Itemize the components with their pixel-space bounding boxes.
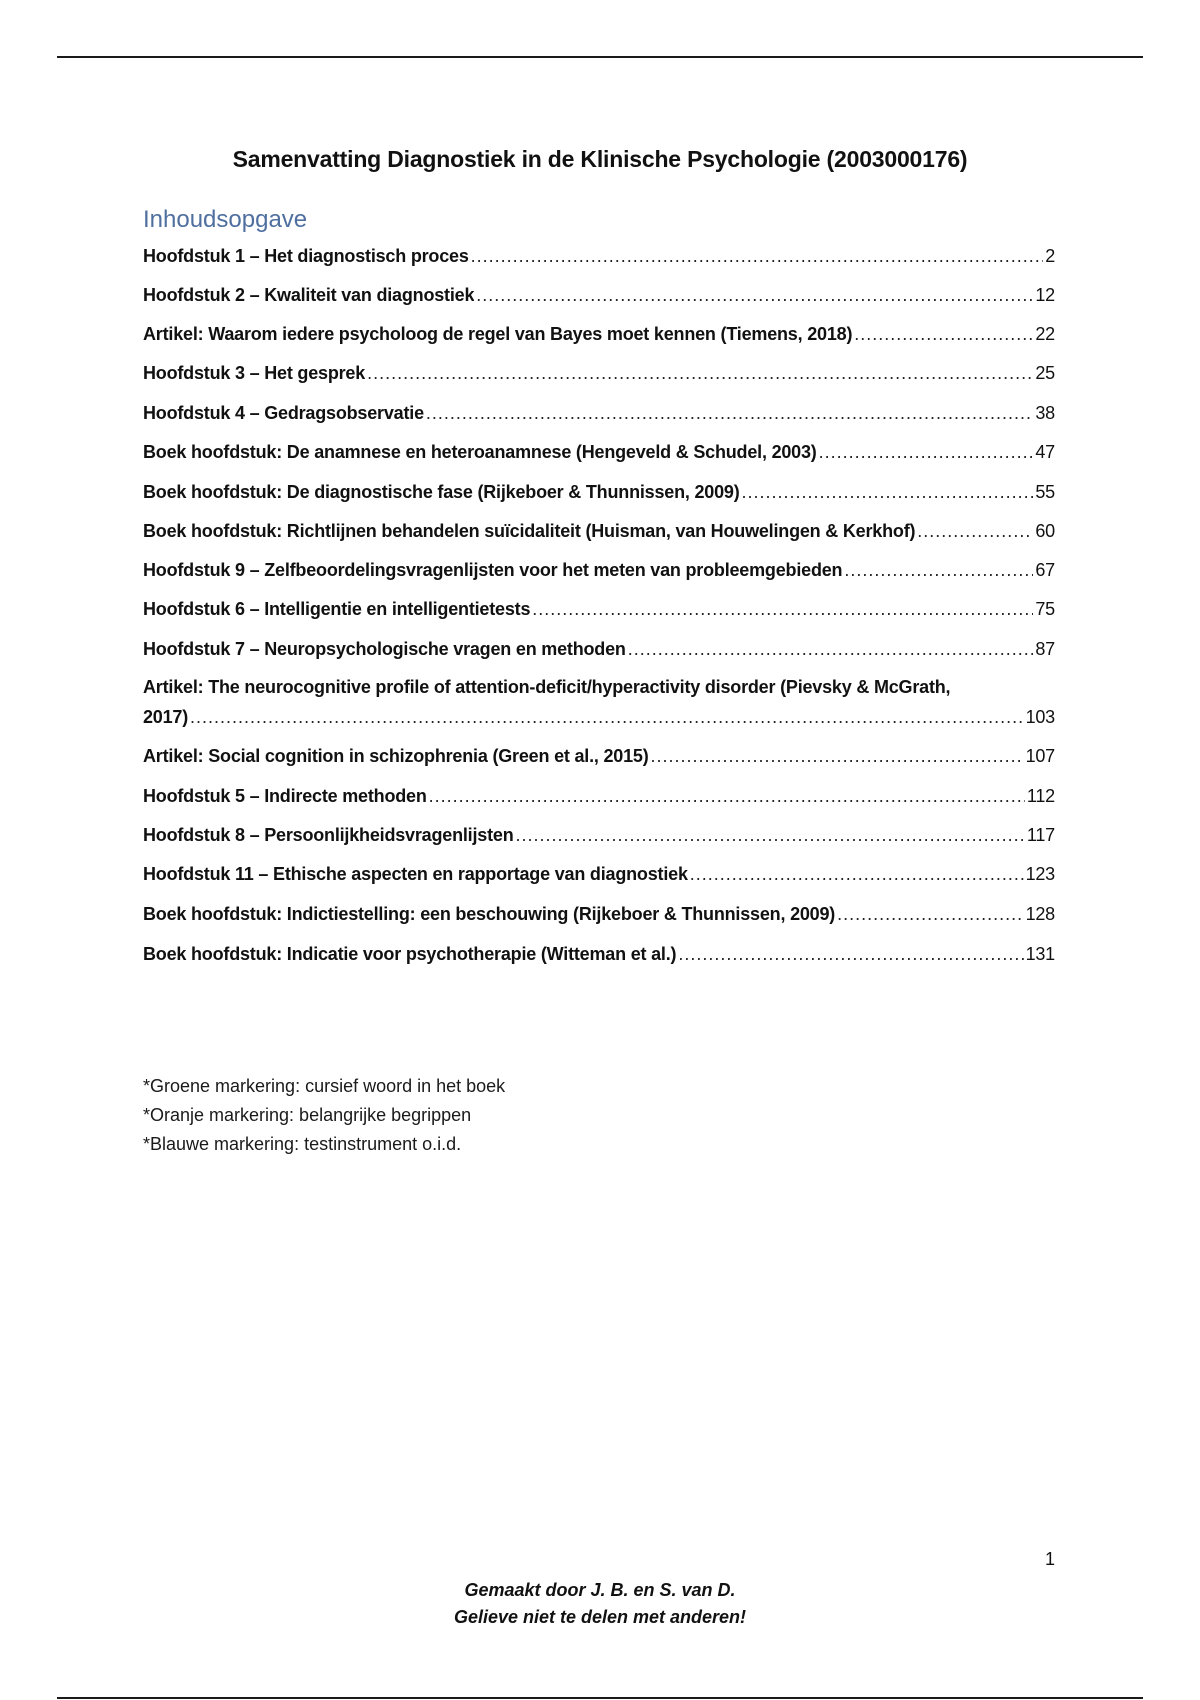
- toc-leader-dots: [429, 784, 1025, 808]
- toc-entry-title: Artikel: The neurocognitive profile of attention-deficit/hyperactivity disorder (Pievsky & McGrath,: [143, 677, 951, 697]
- highlight-legend: [143, 1072, 505, 1159]
- bottom-rule: [57, 1697, 1143, 1699]
- toc-entry-title: Hoofdstuk 6 – Intelligentie en intelligentietests: [143, 599, 531, 619]
- toc-entry-page: 25: [1035, 363, 1055, 383]
- toc-entry-page: 87: [1035, 639, 1055, 659]
- toc-entry-title: Boek hoofdstuk: Indictiestelling: een beschouwing (Rijkeboer & Thunnissen, 2009): [143, 904, 836, 924]
- toc-entry-page: 67: [1035, 560, 1055, 580]
- toc-entry-page: 107: [1025, 746, 1055, 766]
- toc-entry-page: 112: [1026, 786, 1055, 806]
- toc-entry-page: 60: [1035, 521, 1055, 541]
- toc-leader-dots: [532, 597, 1033, 621]
- toc-entry-title-continued: 2017): [143, 707, 189, 727]
- toc-leader-dots: [651, 744, 1024, 768]
- toc-leader-dots: [516, 823, 1025, 847]
- toc-entry-page: 123: [1025, 864, 1055, 884]
- toc-entry-page: 103: [1025, 707, 1055, 727]
- toc-entry-page: 128: [1025, 904, 1055, 924]
- toc-leader-dots: [844, 558, 1033, 582]
- toc-leader-dots: [690, 862, 1024, 886]
- toc-entry-title: Boek hoofdstuk: Indicatie voor psychotherapie (Witteman et al.): [143, 944, 677, 964]
- toc-leader-dots: [678, 942, 1023, 966]
- footer-notice: Gelieve niet te delen met anderen!: [453, 1607, 747, 1627]
- toc-entry-title: Boek hoofdstuk: De anamnese en heteroanamnese (Hengeveld & Schudel, 2003): [143, 442, 817, 462]
- page-number: 1: [1044, 1549, 1055, 1569]
- toc-entry-page: 12: [1035, 285, 1055, 305]
- toc-entry[interactable]: [143, 558, 1055, 582]
- toc-entry[interactable]: [143, 744, 1055, 768]
- note-blue-highlight: *Blauwe markering: testinstrument o.i.d.: [143, 1134, 462, 1154]
- toc-leader-dots: [742, 480, 1034, 504]
- toc-entry-page: 22: [1035, 324, 1055, 344]
- footer-author: Gemaakt door J. B. en S. van D.: [464, 1580, 736, 1600]
- toc-entry-page: 2: [1045, 246, 1055, 266]
- toc-entry[interactable]: [143, 244, 1055, 268]
- toc-leader-dots: [628, 637, 1034, 661]
- toc-leader-dots: [854, 322, 1033, 346]
- toc-entry-title: Hoofdstuk 2 – Kwaliteit van diagnostiek: [143, 285, 475, 305]
- toc-leader-dots: [837, 902, 1023, 926]
- toc-leader-dots: [426, 401, 1033, 425]
- toc-entry[interactable]: [143, 597, 1055, 621]
- toc-leader-dots: [917, 519, 1033, 543]
- toc-entry[interactable]: [143, 283, 1055, 307]
- toc-leader-dots: [471, 244, 1044, 268]
- toc-entry[interactable]: [143, 519, 1055, 543]
- toc-entry[interactable]: [143, 401, 1055, 425]
- toc-entry[interactable]: [143, 361, 1055, 385]
- toc-entry[interactable]: [143, 784, 1055, 808]
- toc-entry-title: Hoofdstuk 7 – Neuropsychologische vragen en methoden: [143, 639, 626, 659]
- toc-entry-title: Hoofdstuk 5 – Indirecte methoden: [143, 786, 427, 806]
- note-orange-highlight: *Oranje markering: belangrijke begrippen: [143, 1105, 472, 1125]
- toc-entry[interactable]: [143, 823, 1055, 847]
- toc-entry-page: 131: [1025, 944, 1055, 964]
- toc-entry-title: Hoofdstuk 9 – Zelfbeoordelingsvragenlijsten voor het meten van probleemgebieden: [143, 560, 843, 580]
- toc-heading: Inhoudsopgave: [143, 206, 308, 233]
- toc-entry[interactable]: [143, 902, 1055, 926]
- toc-entry-page: 38: [1035, 403, 1055, 423]
- toc-leader-dots: [190, 705, 1024, 729]
- toc-entry[interactable]: [143, 440, 1055, 464]
- toc-entry-title: Hoofdstuk 4 – Gedragsobservatie: [143, 403, 424, 423]
- toc-entry-title: Artikel: Waarom iedere psycholoog de regel van Bayes moet kennen (Tiemens, 2018): [143, 324, 853, 344]
- toc-entry-page: 55: [1035, 482, 1055, 502]
- toc-entry[interactable]: [143, 322, 1055, 346]
- toc-entry-title: Hoofdstuk 8 – Persoonlijkheidsvragenlijsten: [143, 825, 514, 845]
- note-green-highlight: *Groene markering: cursief woord in het boek: [143, 1076, 506, 1096]
- footer: [0, 1577, 1200, 1631]
- toc-entry-page: 117: [1026, 825, 1055, 845]
- toc-entry-title: Hoofdstuk 3 – Het gesprek: [143, 363, 366, 383]
- toc-entry-page: 75: [1035, 599, 1055, 619]
- toc-leader-dots: [367, 361, 1033, 385]
- toc-entry-title: Hoofdstuk 11 – Ethische aspecten en rapportage van diagnostiek: [143, 864, 688, 884]
- toc-leader-dots: [476, 283, 1033, 307]
- toc-leader-dots: [819, 440, 1034, 464]
- toc-entry[interactable]: [143, 675, 1055, 729]
- toc-entry[interactable]: [143, 637, 1055, 661]
- toc-entry[interactable]: [143, 480, 1055, 504]
- toc-entry-title: Hoofdstuk 1 – Het diagnostisch proces: [143, 246, 469, 266]
- toc-entry[interactable]: [143, 942, 1055, 966]
- document-title: Samenvatting Diagnostiek in de Klinische Psychologie (2003000176): [232, 146, 968, 172]
- toc-entry[interactable]: [143, 862, 1055, 886]
- toc-entry-page: 47: [1035, 442, 1055, 462]
- toc-entry-title: Boek hoofdstuk: De diagnostische fase (Rijkeboer & Thunnissen, 2009): [143, 482, 740, 502]
- toc-entry-title: Artikel: Social cognition in schizophrenia (Green et al., 2015): [143, 746, 649, 766]
- toc-entry-title: Boek hoofdstuk: Richtlijnen behandelen suïcidaliteit (Huisman, van Houwelingen & Kerkhof): [143, 521, 916, 541]
